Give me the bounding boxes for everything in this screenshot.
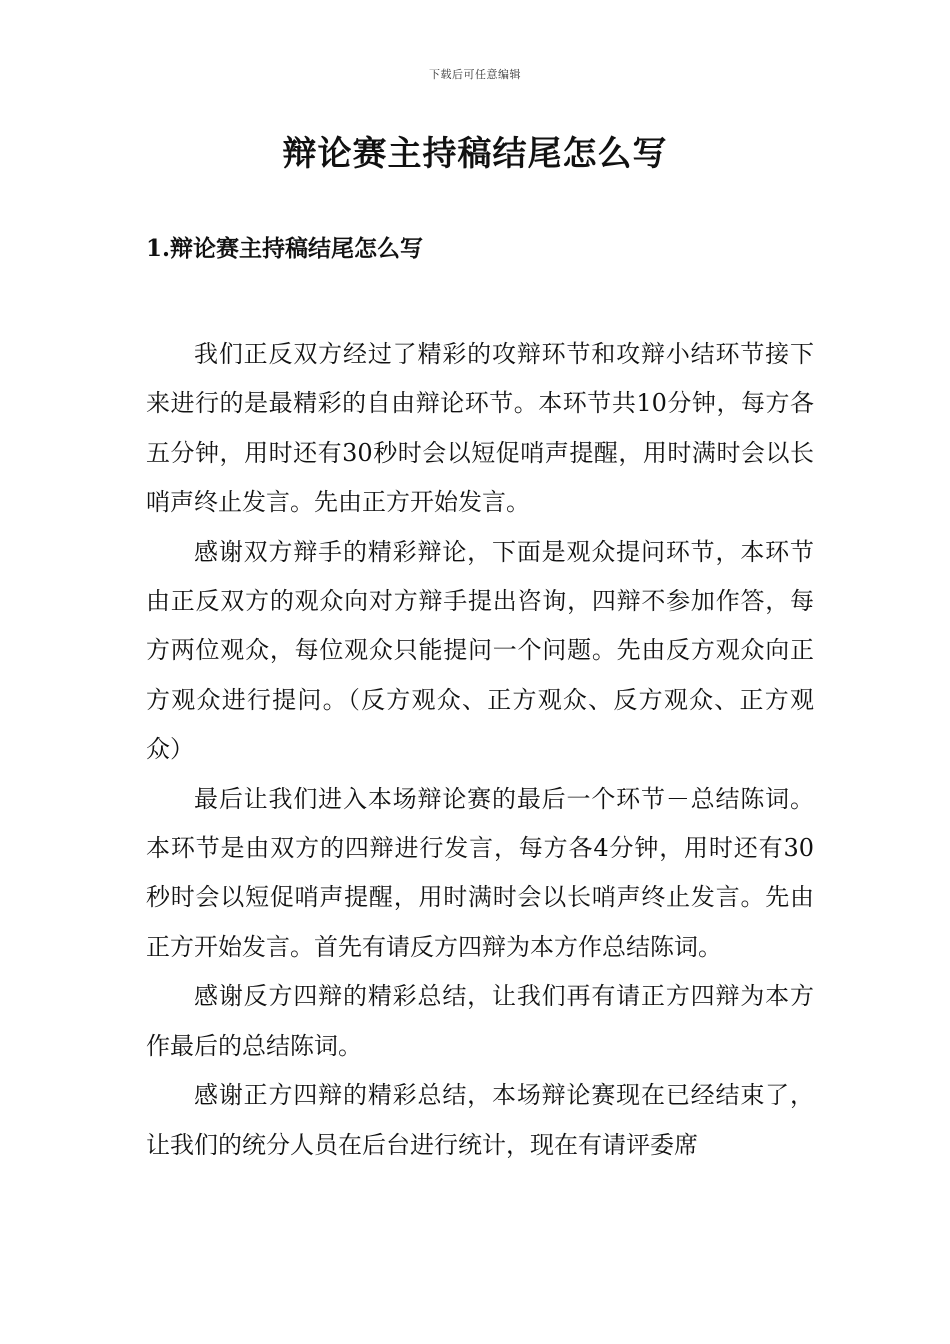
document-body bbox=[146, 330, 814, 1170]
paragraph-thanks-affirmative-fourth: 感谢正方四辩的精彩总结，本场辩论赛现在已经结束了，让我们的统分人员在后台进行统计，现在有请评委席 bbox=[146, 1081, 814, 1159]
document-title: 辩论赛主持稿结尾怎么写 bbox=[282, 134, 668, 174]
paragraph-thanks-negative-fourth: 感谢反方四辩的精彩总结，让我们再有请正方四辩为本方作最后的总结陈词。 bbox=[146, 982, 814, 1060]
header-note: 下载后可任意编辑 bbox=[429, 68, 521, 81]
paragraph-audience-questions: 感谢双方辩手的精彩辩论，下面是观众提问环节，本环节由正反双方的观众向对方辩手提出咨询，四辩不参加作答，每方两位观众，每位观众只能提问一个问题。先由反方观众向正方观众进行提问。（反方观众、正方观众、反方观众、正方观众） bbox=[146, 537, 814, 764]
paragraph-free-debate: 我们正反双方经过了精彩的攻辩环节和攻辩小结环节接下来进行的是最精彩的自由辩论环节。本环节共10分钟，每方各五分钟，用时还有30秒时会以短促哨声提醒，用时满时会以长哨声终止发言。先由正方开始发言。 bbox=[146, 340, 814, 517]
paragraph-closing-statements: 最后让我们进入本场辩论赛的最后一个环节－总结陈词。本环节是由双方的四辩进行发言，每方各4分钟，用时还有30秒时会以短促哨声提醒，用时满时会以长哨声终止发言。先由正方开始发言。首先有请反方四辩为本方作总结陈词。 bbox=[146, 784, 814, 961]
section-heading: 1.辩论赛主持稿结尾怎么写 bbox=[146, 235, 424, 262]
